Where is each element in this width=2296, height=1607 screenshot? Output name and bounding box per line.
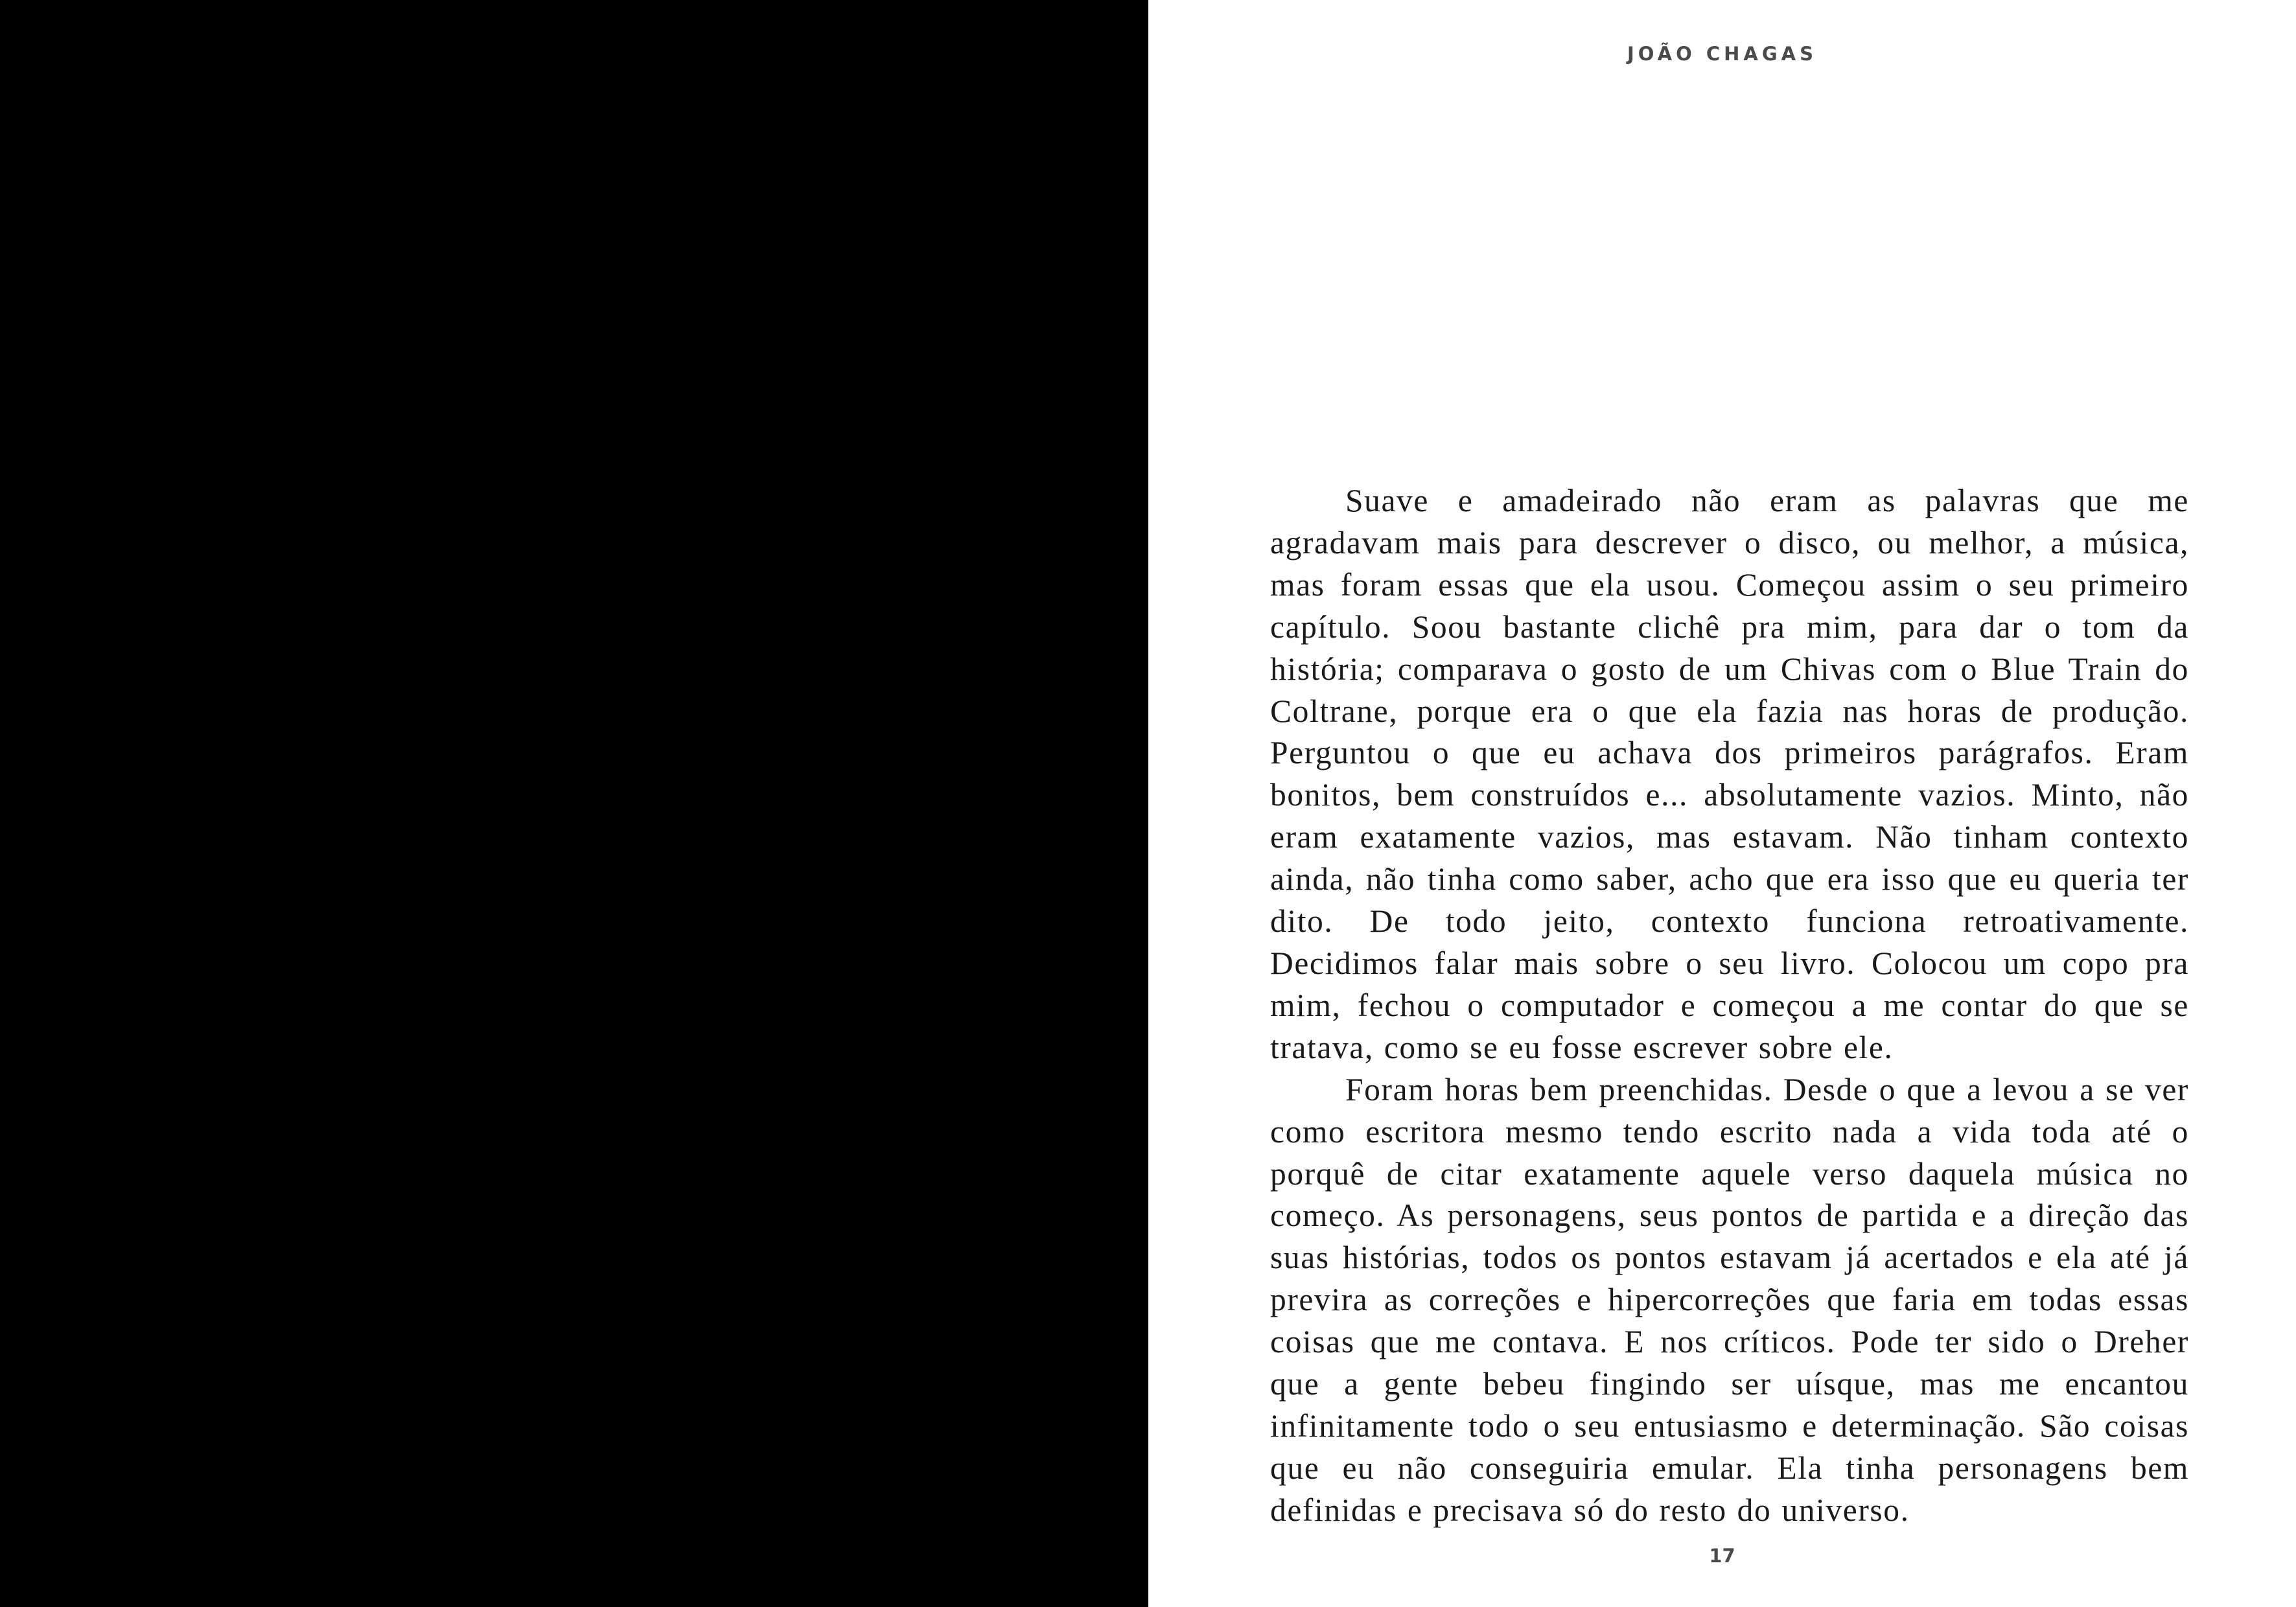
paragraph: Foram horas bem preenchidas. Desde o que a levou a se ver como escritora mesmo tendo escrito nada a vida toda até o porquê de citar exatamente aquele verso daquela música no começo. As personagens, seus pontos de partida e a direção das suas histórias, todos os pontos estavam já acertados e ela até já previra as correções e hipercorreções que faria em todas essas coisas que me contava. E nos críticos. Pode ter sido o Dreher que a gente bebeu fingindo ser uísque, mas me encantou infinitamente todo o seu entusiasmo e determinação. São coisas que eu não conseguiria emular. Ela tinha personagens bem definidas e precisava só do resto do universo.: [1270, 1071, 2189, 1528]
paragraph: Suave e amadeirado não eram as palavras que me agradavam mais para descrever o disco, ou melhor, a música, mas foram essas que ela usou. Começou assim o seu primeiro capítulo. Soou bastante clichê pra mim, para dar o tom da história; comparava o gosto de um Chivas com o Blue Train do Coltrane, porque era o que ela fazia nas horas de produção. Perguntou o que eu achava dos primeiros parágrafos. Eram bonitos, bem construídos e... absolutamente vazios. Minto, não eram exatamente vazios, mas estavam. Não tinham contexto ainda, não tinha como saber, acho que era isso que eu queria ter dito. De todo jeito, contexto funciona retroativamente. Decidimos falar mais sobre o seu livro. Colocou um copo pra mim, fechou o computador e começou a me contar do que se tratava, como se eu fosse escrever sobre ele.: [1270, 483, 2189, 1065]
page-number: 17: [1709, 1545, 1735, 1567]
body-text: [1270, 480, 2189, 1532]
running-head: JOÃO CHAGAS: [1627, 43, 1817, 65]
right-page: [1148, 0, 2296, 1607]
